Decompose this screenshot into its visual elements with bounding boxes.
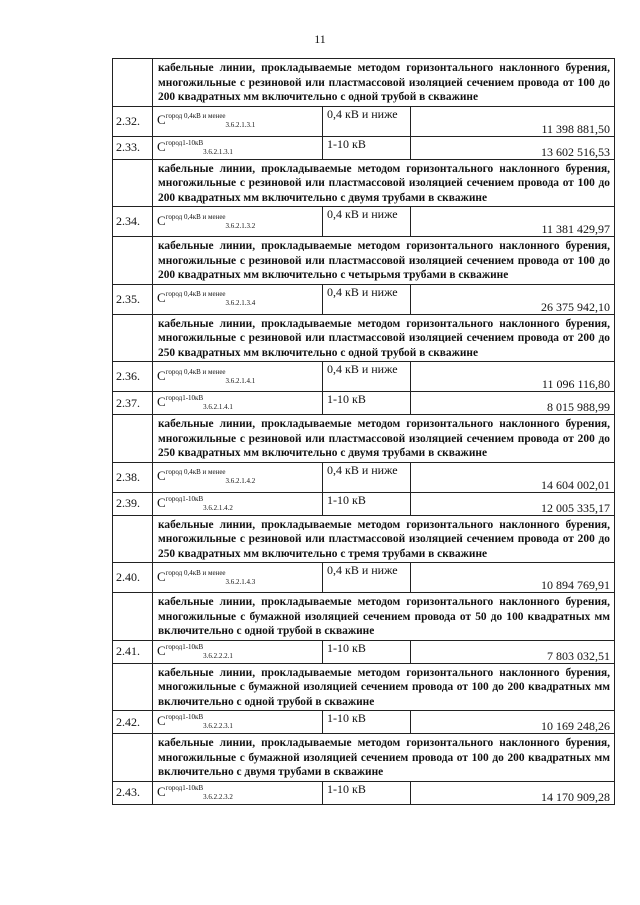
rate-code-superscript: город1-10кВ <box>165 642 204 651</box>
rate-code-subscript: 3.6.2.1.4.1 <box>203 403 233 411</box>
voltage-level: 1-10 кВ <box>323 492 411 515</box>
row-number: 2.38. <box>113 462 153 492</box>
table-row <box>113 207 615 237</box>
rate-value: 14 604 002,01 <box>411 462 615 492</box>
empty-num-cell <box>113 663 153 711</box>
rate-code: $C^{город1-10кВ}_{3.6.2.2.3.1}$ <box>153 711 323 734</box>
voltage-level: 1-10 кВ <box>323 640 411 663</box>
empty-num-cell <box>113 59 153 107</box>
section-description: кабельные линии, прокладываемые методом горизонтального наклонного бурения, многожильные с бумажной изоляцией сечением провода от 100 до 200 квадратных мм включительно с двумя трубами в скважине <box>153 734 615 782</box>
section-description-row <box>113 734 615 782</box>
voltage-level: 0,4 кВ и ниже <box>323 284 411 314</box>
rate-value: 11 381 429,97 <box>411 207 615 237</box>
rate-code: $C^{город1-10кВ}_{3.6.2.1.4.2}$ <box>153 492 323 515</box>
rate-code-superscript: город 0,4кВ и менее <box>165 112 226 120</box>
empty-num-cell <box>113 159 153 207</box>
empty-num-cell <box>113 415 153 463</box>
voltage-level: 0,4 кВ и ниже <box>323 207 411 237</box>
rate-code-superscript: город1-10кВ <box>165 394 204 402</box>
empty-num-cell <box>113 314 153 362</box>
row-number: 2.39. <box>113 492 153 515</box>
table-row <box>113 284 615 314</box>
section-description: кабельные линии, прокладываемые методом горизонтального наклонного бурения, многожильные с резиновой или пластмассовой изоляцией сечением провода от 200 до 250 квадратных мм включительно с двумя трубами в скважине <box>153 415 615 463</box>
rate-code-subscript: 3.6.2.2.3.2 <box>203 792 233 801</box>
rate-code-superscript: город 0,4кВ и менее <box>165 290 226 298</box>
rate-code: $C^{город 0,4кВ и менее}_{3.6.2.1.4.1}$ <box>153 362 323 392</box>
section-description-row <box>113 237 615 285</box>
rate-value: 10 169 248,26 <box>411 711 615 734</box>
rate-value: 7 803 032,51 <box>411 640 615 663</box>
table-row <box>113 136 615 159</box>
rate-code: $C^{город1-10кВ}_{3.6.2.2.2.1}$ <box>153 640 323 663</box>
rate-code-subscript: 3.6.2.1.3.1 <box>225 121 256 129</box>
rate-code-superscript: город 0,4кВ и менее <box>165 367 226 376</box>
rate-value: 11 096 116,80 <box>411 362 615 392</box>
table-row <box>113 711 615 734</box>
table-row <box>113 563 615 593</box>
rate-value: 8 015 988,99 <box>411 392 615 415</box>
section-description-row <box>113 159 615 207</box>
empty-num-cell <box>113 515 153 563</box>
rate-code-superscript: город1-10кВ <box>165 783 204 792</box>
section-description-row <box>113 59 615 107</box>
page-number: 11 <box>314 32 326 46</box>
voltage-level: 1-10 кВ <box>323 136 411 159</box>
empty-num-cell <box>113 734 153 782</box>
table-row <box>113 640 615 663</box>
voltage-level: 1-10 кВ <box>323 781 411 804</box>
rate-code-subscript: 3.6.2.1.3.2 <box>225 221 256 230</box>
voltage-level: 0,4 кВ и ниже <box>323 563 411 593</box>
rate-code-superscript: город 0,4кВ и менее <box>165 468 226 476</box>
table-row <box>113 492 615 515</box>
rate-code-superscript: город 0,4кВ и менее <box>165 568 226 577</box>
rate-value: 26 375 942,10 <box>411 284 615 314</box>
table-row <box>113 781 615 804</box>
rate-code-subscript: 3.6.2.2.2.1 <box>203 651 233 660</box>
section-description: кабельные линии, прокладываемые методом горизонтального наклонного бурения, многожильные с бумажной изоляцией сечением провода от 100 до 200 квадратных мм включительно с одной трубой в скважине <box>153 663 615 711</box>
section-description-row <box>113 415 615 463</box>
rate-code-superscript: город 0,4кВ и менее <box>165 212 226 221</box>
rate-code-subscript: 3.6.2.1.3.4 <box>225 299 256 307</box>
rate-code: $C^{город1-10кВ}_{3.6.2.1.3.1}$ <box>153 136 323 159</box>
section-description-row <box>113 515 615 563</box>
rate-value: 14 170 909,28 <box>411 781 615 804</box>
rates-table-body <box>113 59 615 805</box>
row-number: 2.35. <box>113 284 153 314</box>
rate-value: 10 894 769,91 <box>411 563 615 593</box>
section-description-row <box>113 314 615 362</box>
row-number: 2.33. <box>113 136 153 159</box>
section-description: кабельные линии, прокладываемые методом горизонтального наклонного бурения, многожильные с бумажной изоляцией сечением провода от 50 до 100 квадратных мм включительно с одной трубой в скважине <box>153 593 615 641</box>
row-number: 2.41. <box>113 640 153 663</box>
row-number: 2.42. <box>113 711 153 734</box>
section-description: кабельные линии, прокладываемые методом горизонтального наклонного бурения, многожильные с резиновой или пластмассовой изоляцией сечением провода от 100 до 200 квадратных мм включительно с четырьмя трубами в скважине <box>153 237 615 285</box>
row-number: 2.36. <box>113 362 153 392</box>
rate-code-superscript: город1-10кВ <box>165 713 204 721</box>
rate-code: $C^{город 0,4кВ и менее}_{3.6.2.1.4.2}$ <box>153 462 323 492</box>
voltage-level: 0,4 кВ и ниже <box>323 362 411 392</box>
voltage-level: 0,4 кВ и ниже <box>323 106 411 136</box>
row-number: 2.32. <box>113 106 153 136</box>
rate-code-subscript: 3.6.2.1.4.2 <box>203 503 233 512</box>
table-row <box>113 106 615 136</box>
rate-value: 11 398 881,50 <box>411 106 615 136</box>
rate-code-subscript: 3.6.2.1.4.2 <box>225 477 256 485</box>
section-description: кабельные линии, прокладываемые методом горизонтального наклонного бурения, многожильные с резиновой или пластмассовой изоляцией сечением провода от 200 до 250 квадратных мм включительно с одной трубой в скважине <box>153 314 615 362</box>
section-description: кабельные линии, прокладываемые методом горизонтального наклонного бурения, многожильные с резиновой или пластмассовой изоляцией сечением провода от 200 до 250 квадратных мм включительно с тремя трубами в скважине <box>153 515 615 563</box>
voltage-level: 1-10 кВ <box>323 711 411 734</box>
rate-code: $C^{город 0,4кВ и менее}_{3.6.2.1.3.4}$ <box>153 284 323 314</box>
row-number: 2.43. <box>113 781 153 804</box>
rate-code-subscript: 3.6.2.2.3.1 <box>203 722 233 730</box>
section-description: кабельные линии, прокладываемые методом горизонтального наклонного бурения, многожильные с резиновой или пластмассовой изоляцией сечением провода от 100 до 200 квадратных мм включительно с двумя трубами в скважине <box>153 159 615 207</box>
rate-code: $C^{город1-10кВ}_{3.6.2.1.4.1}$ <box>153 392 323 415</box>
voltage-level: 0,4 кВ и ниже <box>323 462 411 492</box>
row-number: 2.37. <box>113 392 153 415</box>
rate-code-superscript: город1-10кВ <box>165 494 204 503</box>
rate-value: 12 005 335,17 <box>411 492 615 515</box>
section-description-row <box>113 663 615 711</box>
rate-code: $C^{город 0,4кВ и менее}_{3.6.2.1.3.2}$ <box>153 207 323 237</box>
table-row <box>113 392 615 415</box>
rate-value: 13 602 516,53 <box>411 136 615 159</box>
section-description: кабельные линии, прокладываемые методом горизонтального наклонного бурения, многожильные с резиновой или пластмассовой изоляцией сечением провода от 100 до 200 квадратных мм включительно с одной трубой в скважине <box>153 59 615 107</box>
row-number: 2.34. <box>113 207 153 237</box>
rates-table <box>112 58 615 805</box>
rate-code-subscript: 3.6.2.1.4.3 <box>225 577 256 586</box>
rate-code: $C^{город1-10кВ}_{3.6.2.2.3.2}$ <box>153 781 323 804</box>
empty-num-cell <box>113 237 153 285</box>
empty-num-cell <box>113 593 153 641</box>
rate-code-superscript: город1-10кВ <box>165 138 204 147</box>
table-row <box>113 362 615 392</box>
rate-code-subscript: 3.6.2.1.3.1 <box>203 147 233 156</box>
row-number: 2.40. <box>113 563 153 593</box>
section-description-row <box>113 593 615 641</box>
rate-code: $C^{город 0,4кВ и менее}_{3.6.2.1.3.1}$ <box>153 106 323 136</box>
rate-code-subscript: 3.6.2.1.4.1 <box>225 376 256 385</box>
rate-code: $C^{город 0,4кВ и менее}_{3.6.2.1.4.3}$ <box>153 563 323 593</box>
voltage-level: 1-10 кВ <box>323 392 411 415</box>
table-row <box>113 462 615 492</box>
